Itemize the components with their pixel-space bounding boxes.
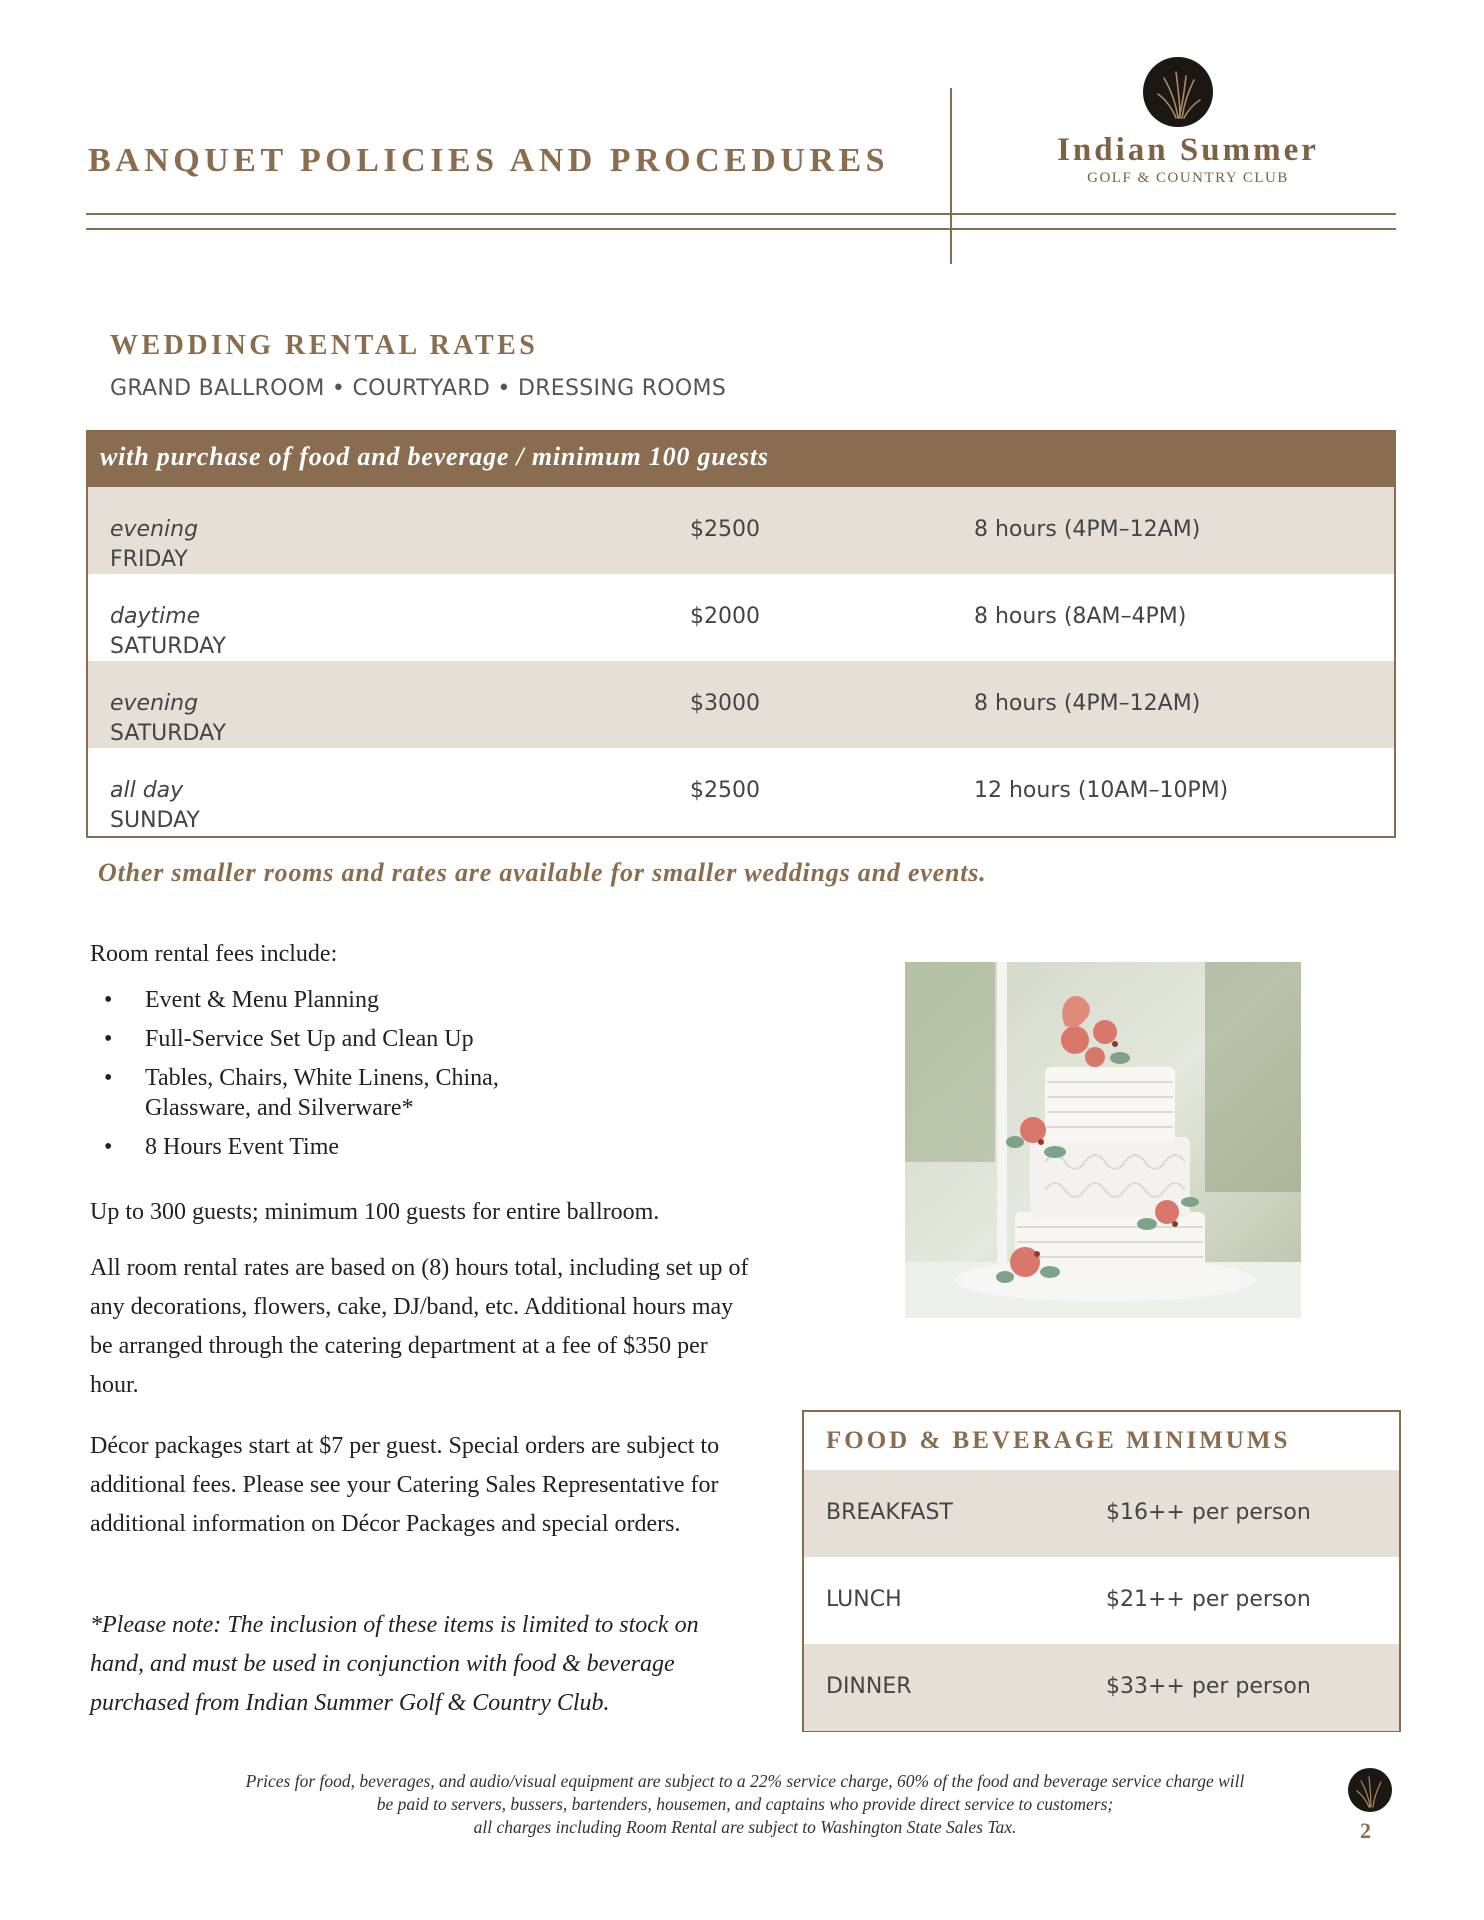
footer-line: be paid to servers, bussers, bartenders, housemen, and captains who provide direct service to customers;	[376, 1794, 1114, 1814]
list-item: • Full-Service Set Up and Clean Up	[90, 1024, 650, 1054]
rate-price: $3000	[690, 691, 760, 716]
includes-list	[90, 985, 650, 1171]
footer-line: all charges including Room Rental are subject to Washington State Sales Tax.	[473, 1817, 1017, 1837]
fb-price: $33++ per person	[1106, 1674, 1311, 1699]
rate-price: $2500	[690, 517, 760, 542]
decor-paragraph: Décor packages start at $7 per guest. Special orders are subject to additional fees. Please see your Catering Sales Representative for additional information on Décor Packages and special orders.	[90, 1433, 720, 1537]
logo-name: Indian Summer	[1057, 132, 1319, 168]
guests-paragraph: Up to 300 guests; minimum 100 guests for entire ballroom.	[90, 1199, 660, 1225]
smaller-rooms-note: Other smaller rooms and rates are available for smaller weddings and events.	[98, 858, 987, 887]
footer-logo-icon	[1347, 1767, 1393, 1813]
wedding-rates-table	[86, 430, 1396, 838]
fb-minimums-box	[802, 1410, 1401, 1732]
rate-price: $2000	[690, 604, 760, 629]
table-row	[804, 1644, 1399, 1731]
rate-price: $2500	[690, 778, 760, 803]
fb-minimums-title: FOOD & BEVERAGE MINIMUMS	[826, 1427, 1291, 1454]
rate-day: SATURDAY evening	[110, 691, 226, 746]
list-item: • 8 Hours Event Time	[90, 1132, 650, 1162]
fb-price: $16++ per person	[1106, 1500, 1311, 1525]
table-row	[804, 1557, 1399, 1644]
wedding-cake-photo	[905, 962, 1301, 1318]
header-vertical-divider	[950, 88, 952, 264]
rate-day: SATURDAY daytime	[110, 604, 226, 659]
table-row	[88, 487, 1394, 574]
footer-line: Prices for food, beverages, and audio/visual equipment are subject to a 22% service charge, 60% of the food and beverage service charge will	[245, 1771, 1245, 1791]
header-divider-bottom	[86, 228, 1396, 230]
rate-hours: 12 hours (10AM–10PM)	[974, 778, 1229, 803]
table-row	[804, 1470, 1399, 1557]
list-item: • Tables, Chairs, White Linens, China, Glassware, and Silverware*	[90, 1063, 530, 1123]
fb-meal: DINNER	[826, 1674, 912, 1699]
list-item: • Event & Menu Planning	[90, 985, 650, 1015]
rate-day: FRIDAY evening	[110, 517, 199, 572]
wedding-rates-title: WEDDING RENTAL RATES	[110, 330, 539, 361]
page-number: 2	[1360, 1818, 1371, 1843]
page-title: BANQUET POLICIES AND PROCEDURES	[88, 142, 890, 179]
rate-hours: 8 hours (4PM–12AM)	[974, 517, 1201, 542]
rate-hours: 8 hours (8AM–4PM)	[974, 604, 1187, 629]
logo-grass-icon	[1142, 56, 1214, 128]
includes-label: Room rental fees include:	[90, 941, 338, 967]
hours-paragraph: All room rental rates are based on (8) hours total, including set up of any decorations, flowers, cake, DJ/band, etc. Additional hours may be arranged through the catering department at a fee of $350 per hour.	[90, 1255, 749, 1398]
wedding-rates-header: with purchase of food and beverage / minimum 100 guests	[88, 430, 1394, 487]
wedding-rates-subtitle: GRAND BALLROOM • COURTYARD • DRESSING ROOMS	[110, 376, 727, 401]
header-divider-top	[86, 213, 1396, 215]
logo-subtitle: GOLF & COUNTRY CLUB	[1087, 170, 1289, 186]
footer-disclaimer	[150, 1770, 1340, 1839]
rate-day: SUNDAY all day	[110, 778, 200, 833]
fb-meal: BREAKFAST	[826, 1500, 953, 1525]
rate-hours: 8 hours (4PM–12AM)	[974, 691, 1201, 716]
table-row	[88, 574, 1394, 661]
stock-note-paragraph: *Please note: The inclusion of these items is limited to stock on hand, and must be used in conjunction with food & beverage purchased from Indian Summer Golf & Country Club.	[90, 1612, 699, 1716]
fb-price: $21++ per person	[1106, 1587, 1311, 1612]
table-row	[88, 748, 1394, 835]
table-row	[88, 661, 1394, 748]
fb-meal: LUNCH	[826, 1587, 902, 1612]
